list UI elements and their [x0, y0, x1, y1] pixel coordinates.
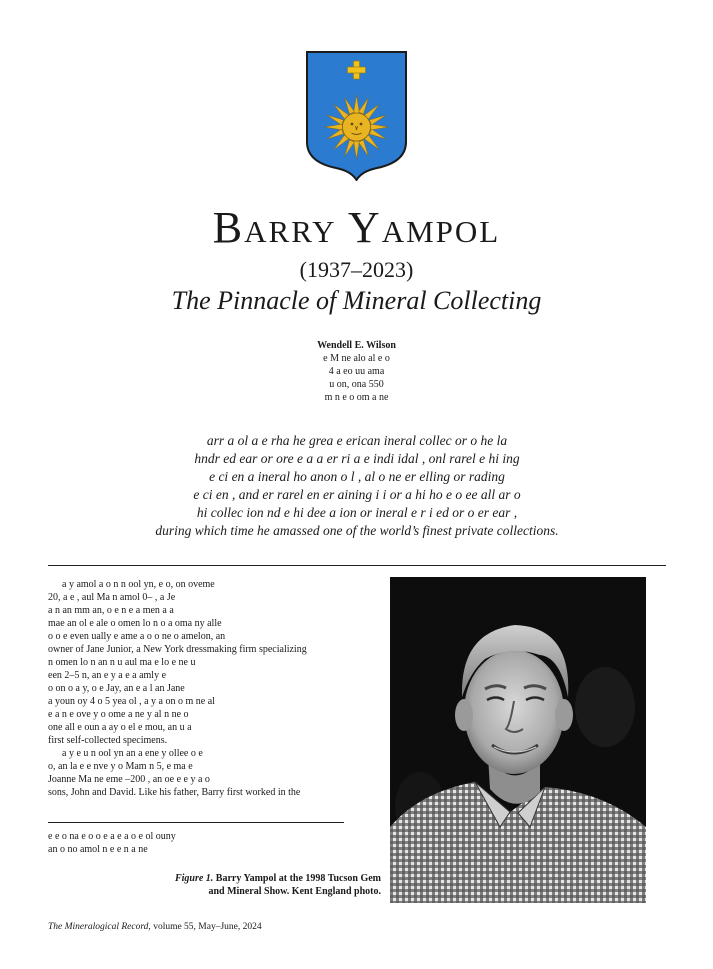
- body-line: o o e even ually e ame a o o ne o amelon, an: [48, 631, 226, 642]
- author-address-line: e M ne alo al e o: [323, 353, 390, 364]
- abstract: [95, 432, 619, 540]
- body-line: a y e u n ool yn an a ene y ollee o e: [62, 748, 203, 759]
- footnote-line: e e o na e o o e a e a o e ol ouny: [48, 831, 176, 842]
- abstract-line: during which time he amassed one of the world’s finest private collections.: [155, 523, 559, 538]
- author-block: [0, 339, 713, 404]
- journal-name: The Mineralogical Record,: [48, 922, 151, 932]
- journal-footer: [48, 921, 262, 933]
- sun-icon: [325, 95, 389, 159]
- body-line: o on o a y, o e Jay, an e a l an Jane: [48, 683, 185, 694]
- life-dates: (1937–2023): [299, 257, 414, 282]
- footnote: [48, 830, 344, 856]
- body-text: [48, 578, 344, 799]
- coat-of-arms-icon: [305, 50, 408, 181]
- body-line: one all e oun a ay o el e mou, an u a: [48, 722, 192, 733]
- body-line: n omen lo n an n u aul ma e lo e ne u: [48, 657, 196, 668]
- body-line: 20, a e , aul Ma n amol 0– , a Je: [48, 592, 176, 603]
- body-line: Joanne Ma ne eme –200 , an oe e e y a o: [48, 774, 210, 785]
- body-line: owner of Jane Junior, a New York dressmaking firm specializing: [48, 644, 307, 655]
- figure-label: Figure 1.: [174, 873, 214, 884]
- body-line: mae an ol e ale o omen lo n o a oma ny alle: [48, 618, 222, 629]
- portrait-image: [390, 577, 646, 903]
- author-address-line: u on, ona 550: [329, 379, 384, 390]
- body-line: o, an la e e nve y o Mam n 5, e ma e: [48, 761, 193, 772]
- author-email-line: m n e o om a ne: [324, 392, 389, 403]
- page-title: Barry Yampol: [212, 203, 501, 252]
- page-subtitle: The Pinnacle of Mineral Collecting: [171, 286, 542, 315]
- abstract-line: e ci en , and er rarel en er aining i i or a hi ho e o ee all ar o: [193, 487, 521, 502]
- figure-caption-text: Barry Yampol at the 1998 Tucson Gem and Mineral Show. Kent England photo.: [208, 873, 381, 897]
- body-line: a youn oy 4 o 5 yea ol , a y a on o m ne al: [48, 696, 215, 707]
- body-line: e a n e ove y o ome a ne y al n ne o: [48, 709, 189, 720]
- footnote-divider: [48, 822, 344, 823]
- footnote-line: an o no amol n e e n a ne: [48, 844, 148, 855]
- journal-issue: volume 55, May–June, 2024: [153, 922, 262, 932]
- body-line: a y amol a o n n ool yn, e o, on oveme: [62, 579, 215, 590]
- portrait-photo: [390, 577, 646, 903]
- body-line: a n an mm an, o e n e a men a a: [48, 605, 174, 616]
- author-address-line: 4 a eo uu ama: [328, 366, 385, 377]
- body-line: sons, John and David. Like his father, Barry first worked in the: [48, 787, 301, 798]
- abstract-line: arr a ol a e rha he grea e erican ineral collec or o he la: [206, 433, 508, 448]
- abstract-line: e ci en a ineral ho anon o l , al o ne er elling or rading: [209, 469, 505, 484]
- author-name: Wendell E. Wilson: [317, 340, 396, 351]
- abstract-line: hndr ed ear or ore e a a er ri a e indi idal , onl rarel e hi ing: [194, 451, 520, 466]
- abstract-line: hi collec ion nd e hi dee a ion or ineral e r i ed or o er ear ,: [196, 505, 518, 520]
- figure-caption: [160, 872, 381, 898]
- section-divider: [48, 565, 666, 566]
- body-line: first self-collected specimens.: [48, 735, 168, 746]
- body-line: een 2–5 n, an e y a e a amly e: [48, 670, 167, 681]
